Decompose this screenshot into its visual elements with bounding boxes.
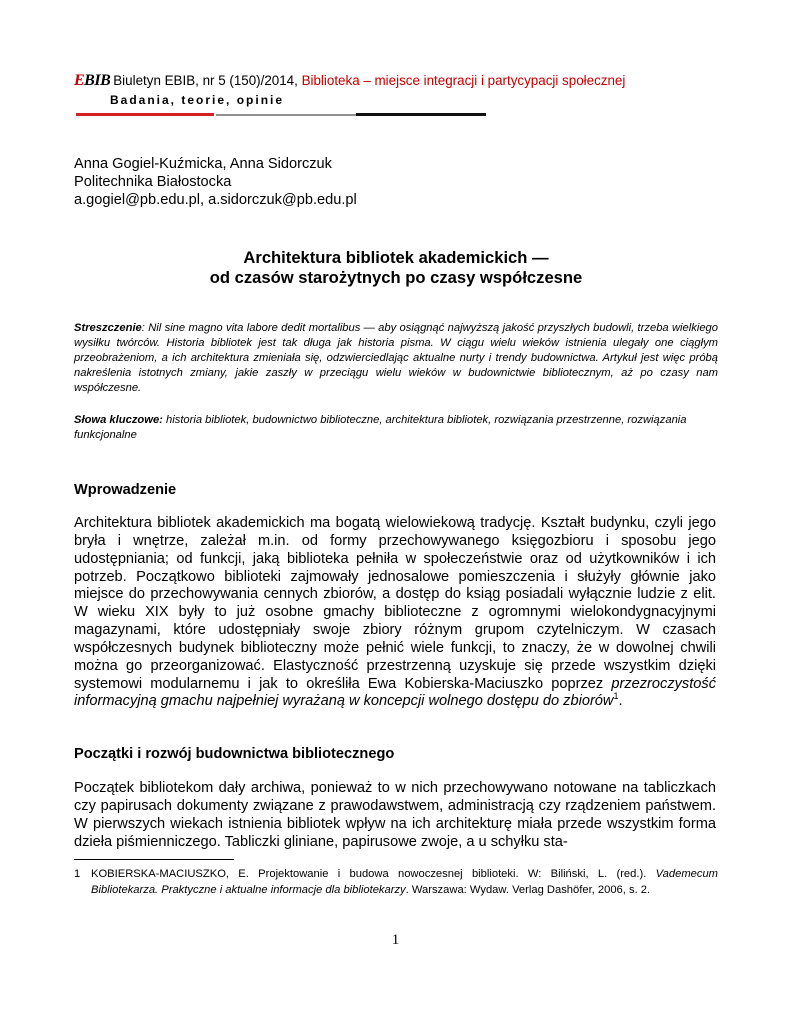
header-rule-black [356, 113, 486, 116]
keywords [74, 413, 718, 443]
footnote-title: Vademecum Bibliotekarza. Praktyczne i aktualne informacje dla bibliotekarzy [91, 868, 718, 896]
journal-header [74, 72, 754, 90]
author-affiliation: Politechnika Białostocka [74, 174, 232, 190]
footnote-text [91, 866, 718, 898]
page-number: 1 [391, 932, 400, 948]
author-emails: a.gogiel@pb.edu.pl, a.sidorczuk@pb.edu.pl [74, 192, 357, 208]
footnote [74, 866, 718, 898]
section-heading-intro: Wprowadzenie [74, 482, 177, 498]
article-title [74, 248, 718, 287]
title-line-2: od czasów starożytnych po czasy współczesne [209, 267, 583, 287]
history-paragraph: Początek bibliotekom dały archiwa, ponieważ to w nich przechowywano notowane na tabliczkach czy papirusach dokumenty związane z prawodawstwem, administracją czy rządzeniem państwem. W pierwszych wiekach istnienia bibliotek wpływ na ich architekturę miała przede wszystkim forma dzieła piśmienniczego. Tabliczki gliniane, papirusowe zwoje, a u schyłku sta- [74, 780, 716, 850]
header-rule-red [76, 113, 214, 116]
issue-topic: Biblioteka – miejsce integracji i partycypacji społecznej [301, 73, 626, 88]
logo-letters-bib: BIB [84, 72, 111, 89]
footnote-separator [74, 859, 234, 860]
intro-quote: przezroczystość informacyjną gmachu najpełniej wyrażaną w koncepcji wolnego dostępu do zbiorów [74, 675, 716, 710]
abstract-text: : Nil sine magno vita labore dedit mortalibus — aby osiągnąć najwyższą jakość przyszłych budowli, trzeba wielkiego wysiłku twórców. Historia bibliotek jest tak długa jak historia pisma. W ciągu wielu wieków istnienia ulegały one ciągłym przeobrażeniom, a ich architektura zmieniała się, odzwierciedlając aktualne nurty i trendy budownictwa. Artykuł jest więc próbą nakreślenia istotnych zmiany, jakie zaszły w przeciągu wielu wieków w budownictwie bibliotecznym, aż po czasy nam współczesne. [74, 322, 718, 394]
author-block [74, 155, 357, 209]
journal-issue: Biuletyn EBIB, nr 5 (150)/2014, [113, 73, 302, 88]
abstract [74, 321, 718, 396]
title-line-1: Architektura bibliotek akademickich — [243, 248, 549, 267]
logo-letter-e: E [74, 72, 85, 89]
ebib-logo [74, 72, 110, 89]
author-names: Anna Gogiel-Kuźmicka, Anna Sidorczuk [74, 156, 332, 172]
keywords-text: historia bibliotek, budownictwo biblioteczne, architektura bibliotek, rozwiązania przestrzenne, rozwiązania funkcjonalne [74, 414, 687, 441]
abstract-label: Streszczenie [74, 322, 142, 334]
keywords-label: Słowa kluczowe: [74, 414, 163, 426]
header-rule-grey [216, 114, 356, 116]
footnote-ref[interactable]: 1 [613, 691, 619, 702]
intro-paragraph [74, 515, 716, 711]
journal-section: Badania, teorie, opinie [110, 93, 285, 107]
footnote-text-a: KOBIERSKA-MACIUSZKO, E. Projektowanie i budowa nowoczesnej biblioteki. W: Biliński, L. (red.). [91, 868, 656, 880]
section-heading-history: Początki i rozwój budownictwa bibliotecznego [74, 746, 395, 762]
footnote-number: 1 [74, 868, 81, 880]
intro-text: Architektura bibliotek akademickich ma bogatą wielowiekową tradycję. Kształt budynku, czyli jego bryła i wnętrze, zależał m.in. od formy przechowywanego księgozbioru i sposobu jego udostępniania; od funkcji, jaką biblioteka pełniła w społeczeństwie oraz od użytkowników i ich potrzeb. Początkowo biblioteki zajmowały jednosalowe pomieszczenia i służyły głównie jako miejsce do przechowywania cennych zbiorów, a dostęp do ksiąg posiadali wyłącznie ludzie z elit. W wieku XIX były to już osobne gmachy biblioteczne z ogromnymi wielokondygnacyjnymi magazynami, które udostępniały swoje zbiory różnym grupom czytelniczym. W czasach współczesnych budynek biblioteczny może pełnić wiele funkcji, to znaczy, że w dowolnej chwili można go przeorganizować. Elastyczność przestrzenną uzyskuje się przede wszystkim dzięki systemowi modularnemu i jak to określiła Ewa Kobierska-Maciuszko poprzez [74, 515, 716, 692]
intro-text-end: . [618, 693, 623, 710]
footnote-text-b: . Warszawa: Wydaw. Verlag Dashöfer, 2006, s. 2. [405, 884, 651, 896]
